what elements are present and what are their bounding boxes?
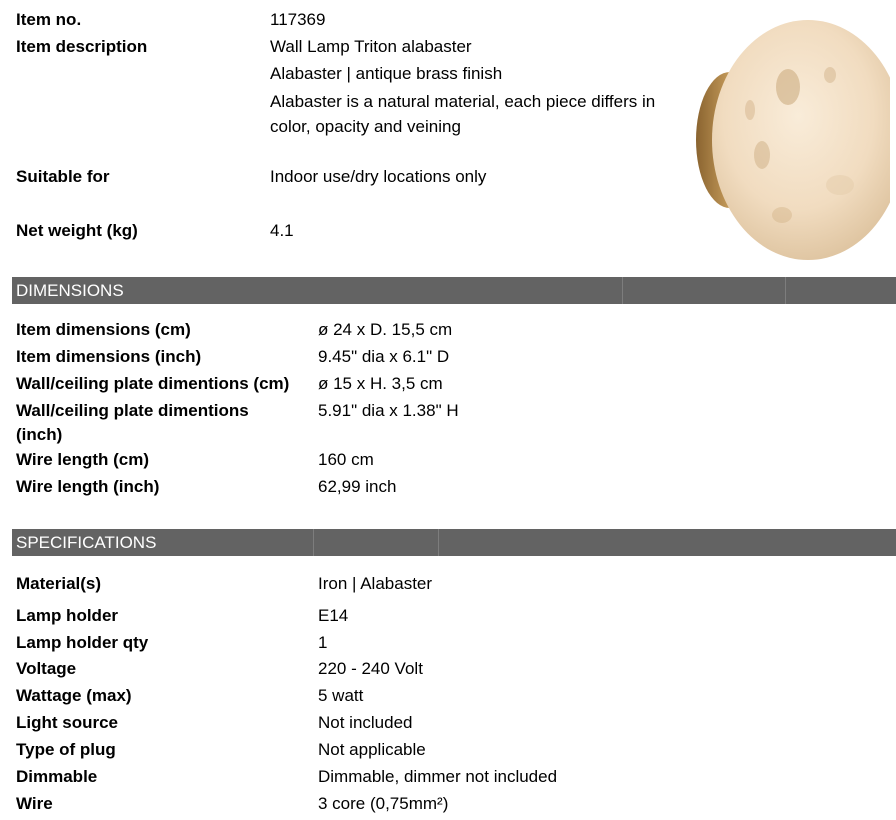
spec-label-wattage: Wattage (max) <box>16 686 132 705</box>
spec-value-type-of-plug: Not applicable <box>318 740 426 759</box>
spec-label-type-of-plug: Type of plug <box>16 740 116 759</box>
dim-label-plate-cm: Wall/ceiling plate dimentions (cm) <box>16 374 290 393</box>
wall-lamp-image <box>690 15 890 270</box>
spec-label-wire: Wire <box>16 794 53 813</box>
spec-label-voltage: Voltage <box>16 659 77 678</box>
dim-value-wire-cm: 160 cm <box>318 450 374 469</box>
dimensions-title: DIMENSIONS <box>16 281 124 300</box>
net-weight-label: Net weight (kg) <box>16 221 138 240</box>
spec-value-lamp-holder: E14 <box>318 606 349 625</box>
item-no-label: Item no. <box>16 10 82 29</box>
dim-value-plate-inch: 5.91" dia x 1.38" H <box>318 401 459 420</box>
item-description-label: Item description <box>16 37 148 56</box>
net-weight-value: 4.1 <box>270 221 294 240</box>
dim-value-wire-inch: 62,99 inch <box>318 477 397 496</box>
suitable-for-value: Indoor use/dry locations only <box>270 167 487 186</box>
dim-label-plate-inch: Wall/ceiling plate dimentions (inch) <box>16 401 249 444</box>
specifications-title: SPECIFICATIONS <box>16 533 157 552</box>
spec-value-lamp-holder-qty: 1 <box>318 633 328 652</box>
dim-label-wire-cm: Wire length (cm) <box>16 450 150 469</box>
dimensions-section-header <box>12 277 896 304</box>
dim-value-item-cm: ø 24 x D. 15,5 cm <box>318 320 453 339</box>
dim-value-item-inch: 9.45" dia x 6.1" D <box>318 347 450 366</box>
suitable-for-label: Suitable for <box>16 167 110 186</box>
spec-label-lamp-holder-qty: Lamp holder qty <box>16 633 149 652</box>
spec-value-voltage: 220 - 240 Volt <box>318 659 423 678</box>
spec-value-materials: Iron | Alabaster <box>318 574 433 593</box>
dim-label-item-cm: Item dimensions (cm) <box>16 320 191 339</box>
item-no-value: 117369 <box>270 10 326 29</box>
dim-value-plate-cm: ø 15 x H. 3,5 cm <box>318 374 443 393</box>
spec-label-light-source: Light source <box>16 713 119 732</box>
spec-value-light-source: Not included <box>318 713 413 732</box>
spec-label-dimmable: Dimmable <box>16 767 98 786</box>
item-description-line-2: Alabaster | antique brass finish <box>270 64 503 83</box>
spec-label-materials: Material(s) <box>16 574 102 593</box>
spec-value-wire: 3 core (0,75mm²) <box>318 794 449 813</box>
dim-label-item-inch: Item dimensions (inch) <box>16 347 202 366</box>
item-description-line-3: Alabaster is a natural material, each piece differs in color, opacity and veining <box>270 92 656 136</box>
spec-value-wattage: 5 watt <box>318 686 364 705</box>
spec-label-lamp-holder: Lamp holder <box>16 606 119 625</box>
item-description-line-1: Wall Lamp Triton alabaster <box>270 37 472 56</box>
spec-value-dimmable: Dimmable, dimmer not included <box>318 767 558 786</box>
dim-label-wire-inch: Wire length (inch) <box>16 477 160 496</box>
specifications-section-header <box>12 529 896 556</box>
